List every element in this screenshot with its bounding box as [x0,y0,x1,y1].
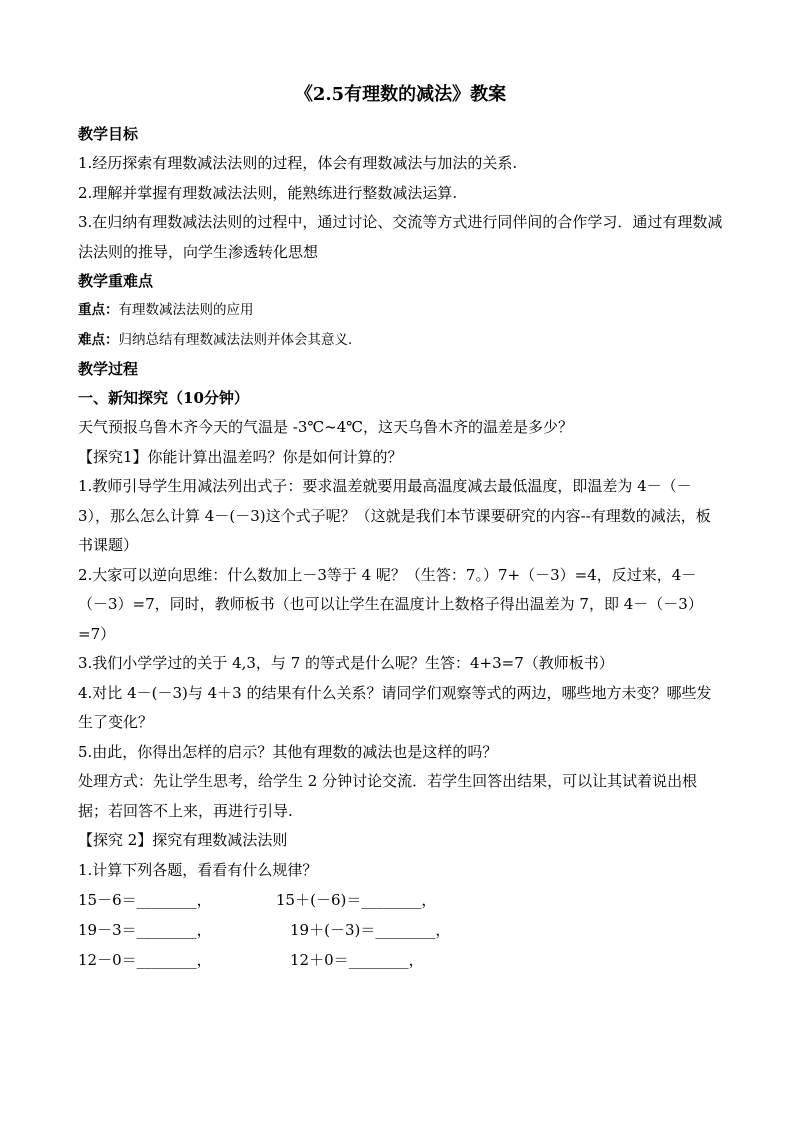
goals-heading: 教学目标 [78,125,139,143]
step-item: 4.对比 4－(－3)与 4＋3 的结果有什么关系？请同学们观察等式的两边，哪些地方未变？哪些发生了变化？ [78,683,712,731]
exercise-right: 12＋0＝________， [290,951,424,969]
explore1-heading: 【探究1】你能计算出温差吗？你是如何计算的？ [78,447,403,466]
exercise-left: 12－0＝________， [78,951,212,969]
exercise-right: 15＋(－6)＝________， [276,891,437,909]
keypoint-text: 有理数减法法则的应用 [118,302,254,318]
process-heading: 教学过程 [78,360,139,378]
exercise-row [78,915,723,945]
difficulty-text: 归纳总结有理数减法法则并体会其意义． [118,331,362,348]
keypoints-heading: 教学重难点 [78,272,154,290]
goal-item: 2.理解并掌握有理数减法法则，能熟练进行整数减法运算. [78,183,458,202]
difficulty-line [78,326,723,356]
exercise-left: 19－3＝________， [78,921,212,939]
section1-heading: 一、新知探究（10分钟） [78,389,249,407]
keypoint-line [78,296,723,326]
difficulty-label: 难点： [78,331,119,348]
goal-item: 1.经历探索有理数减法法则的过程，体会有理数减法与加法的关系. [78,154,518,172]
exercise-left: 15－6＝________， [78,891,212,909]
goal-item: 3.在归纳有理数减法法则的过程中，通过讨论、交流等方式进行同伴间的合作学习．通过有理数减法法则的推导，向学生渗透转化思想 [78,213,723,261]
exercise-right: 19＋(－3)＝________， [290,921,451,939]
step-item: 5.由此，你得出怎样的启示？其他有理数的减法也是这样的吗？ [78,742,498,761]
keypoint-label: 重点： [78,302,119,318]
step-item: 2.大家可以逆向思维：什么数加上－3等于 4 呢？（生答：7。）7+（－3）=4，反过来，4－（－3）=7，同时，教师板书（也可以让学生在温度计上数格子得出温差为 7，即 4－（－3）=7） [78,565,703,643]
step-item: 3.我们小学学过的关于 4,3，与 7 的等式是什么呢？生答：4+3=7（教师板书） [78,654,614,672]
document-title: 《2.5有理数的减法》教案 [294,84,507,105]
exercise-row [78,945,723,975]
step-item: 1.教师引导学生用减法列出式子：要求温差就要用最高温度减去最低温度，即温差为 4－（－3），那么怎么计算 4－(－3)这个式子呢？（这就是我们本节课要研究的内容--有理数的减法，板书课题） [78,477,711,554]
method-text: 处理方式：先让学生思考，给学生 2 分钟讨论交流．若学生回答出结果，可以让其试着说出根据；若回答不上来，再进行引导. [78,772,698,820]
intro-question: 天气预报乌鲁木齐今天的气温是 -3℃~4℃，这天乌鲁木齐的温差是多少？ [78,418,574,436]
document-page [78,82,723,975]
explore2-heading: 【探究 2】探究有理数减法法则 [78,831,288,849]
exercise-row [78,885,723,915]
calc-intro: 1.计算下列各题，看看有什么规律？ [78,860,318,879]
